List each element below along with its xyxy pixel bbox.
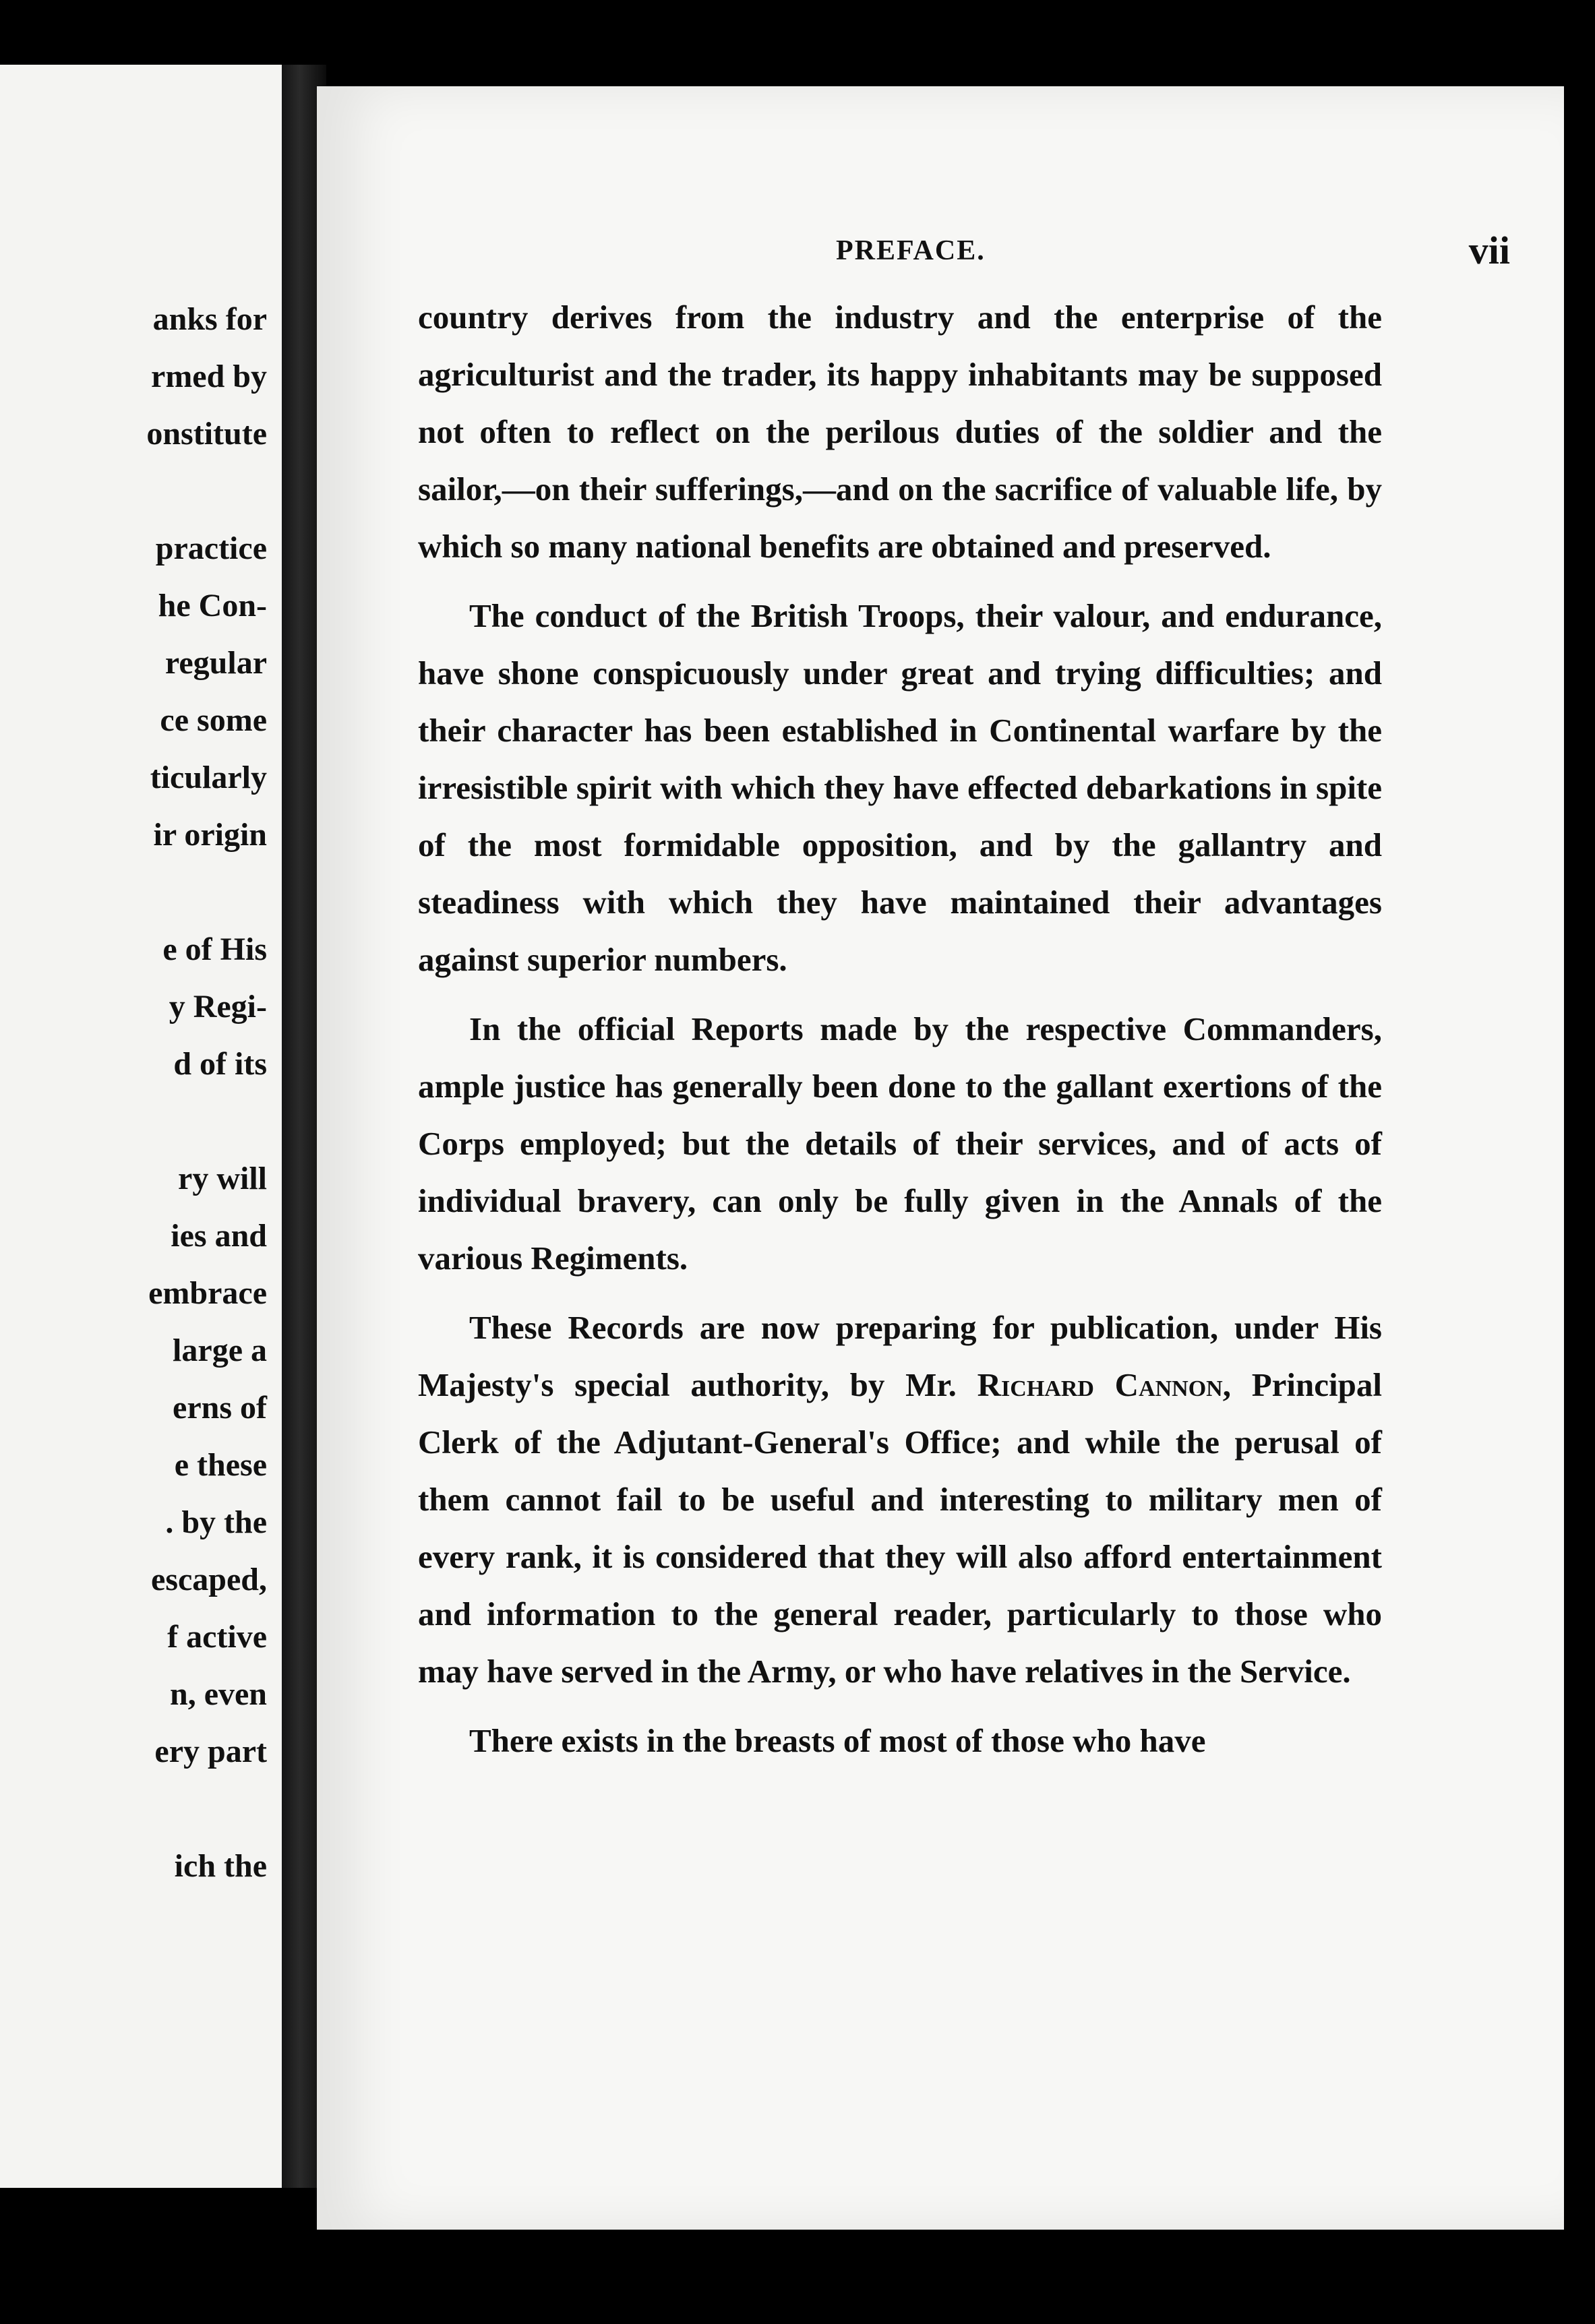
left-line: he Con- <box>158 588 267 623</box>
left-page <box>0 65 282 2188</box>
left-line: practice <box>155 530 267 566</box>
left-line: e these <box>174 1447 267 1483</box>
right-page <box>317 86 1564 2230</box>
running-head: PREFACE. <box>836 235 986 266</box>
left-line: large a <box>173 1333 267 1368</box>
left-line: d of its <box>173 1046 267 1082</box>
left-line: onstitute <box>146 416 267 452</box>
left-line: ticularly <box>150 760 267 795</box>
paragraph-text: , Principal Clerk of the Adjutant-General's Office; and while the perusal of them cannot fail to be useful and interesting to military men of every rank, it is considered that they will also afford entertainment and information to the general reader, particularly to those who may have served in the Army, or who have relatives in the Service. <box>418 1366 1383 1690</box>
left-line: ich the <box>174 1848 267 1884</box>
left-line: escaped, <box>151 1562 267 1597</box>
left-line: f active <box>167 1619 267 1655</box>
page-number: vii <box>1468 228 1510 272</box>
left-line: regular <box>164 645 267 681</box>
left-line: y Regi- <box>169 989 267 1025</box>
left-line: anks for <box>152 301 267 337</box>
page-header <box>317 228 1564 288</box>
left-line: ry will <box>178 1161 267 1196</box>
left-line: ce some <box>160 702 267 738</box>
paragraph: There exists in the breasts of most of those who have <box>469 1722 1206 1759</box>
paragraph: country derives from the industry and the enterprise of the agriculturist and the trader, its happy inhabitants may be supposed not often to reflect on the perilous duties of the soldier and the sailor,—on their sufferings,—and on the sacrifice of valuable life, by which so many national benefits are obtained and preserved. <box>418 299 1382 565</box>
author-name: Richard Cannon <box>977 1366 1223 1403</box>
paragraph: In the official Reports made by the respective Commanders, ample justice has generally been done to the gallant exertions of the Corps employed; but the details of their services, and of acts of individual bravery, can only be fully given in the Annals of the various Regiments. <box>418 1010 1382 1277</box>
left-line: . by the <box>165 1504 267 1540</box>
paragraph <box>418 1299 1382 1700</box>
left-line: ery part <box>154 1734 267 1769</box>
left-line: ies and <box>171 1218 267 1254</box>
left-line: n, even <box>170 1676 267 1712</box>
left-line: embrace <box>148 1275 267 1311</box>
paragraph-text: These Records are now preparing for publication, under His Majesty's special authority, by Mr. <box>418 1309 1382 1403</box>
left-line: rmed by <box>151 359 267 394</box>
left-line: e of His <box>162 931 267 967</box>
left-line: erns of <box>173 1390 267 1426</box>
body-text <box>418 288 1382 1781</box>
paragraph: The conduct of the British Troops, their valour, and endurance, have shone conspicuously under great and trying difficulties; and their character has been established in Continental warfare by the irresistible spirit with which they have effected debarkations in spite of the most formidable opposition, and by the gallantry and steadiness with which they have maintained their advantages against superior numbers. <box>418 597 1382 978</box>
left-line: ir origin <box>153 817 267 853</box>
